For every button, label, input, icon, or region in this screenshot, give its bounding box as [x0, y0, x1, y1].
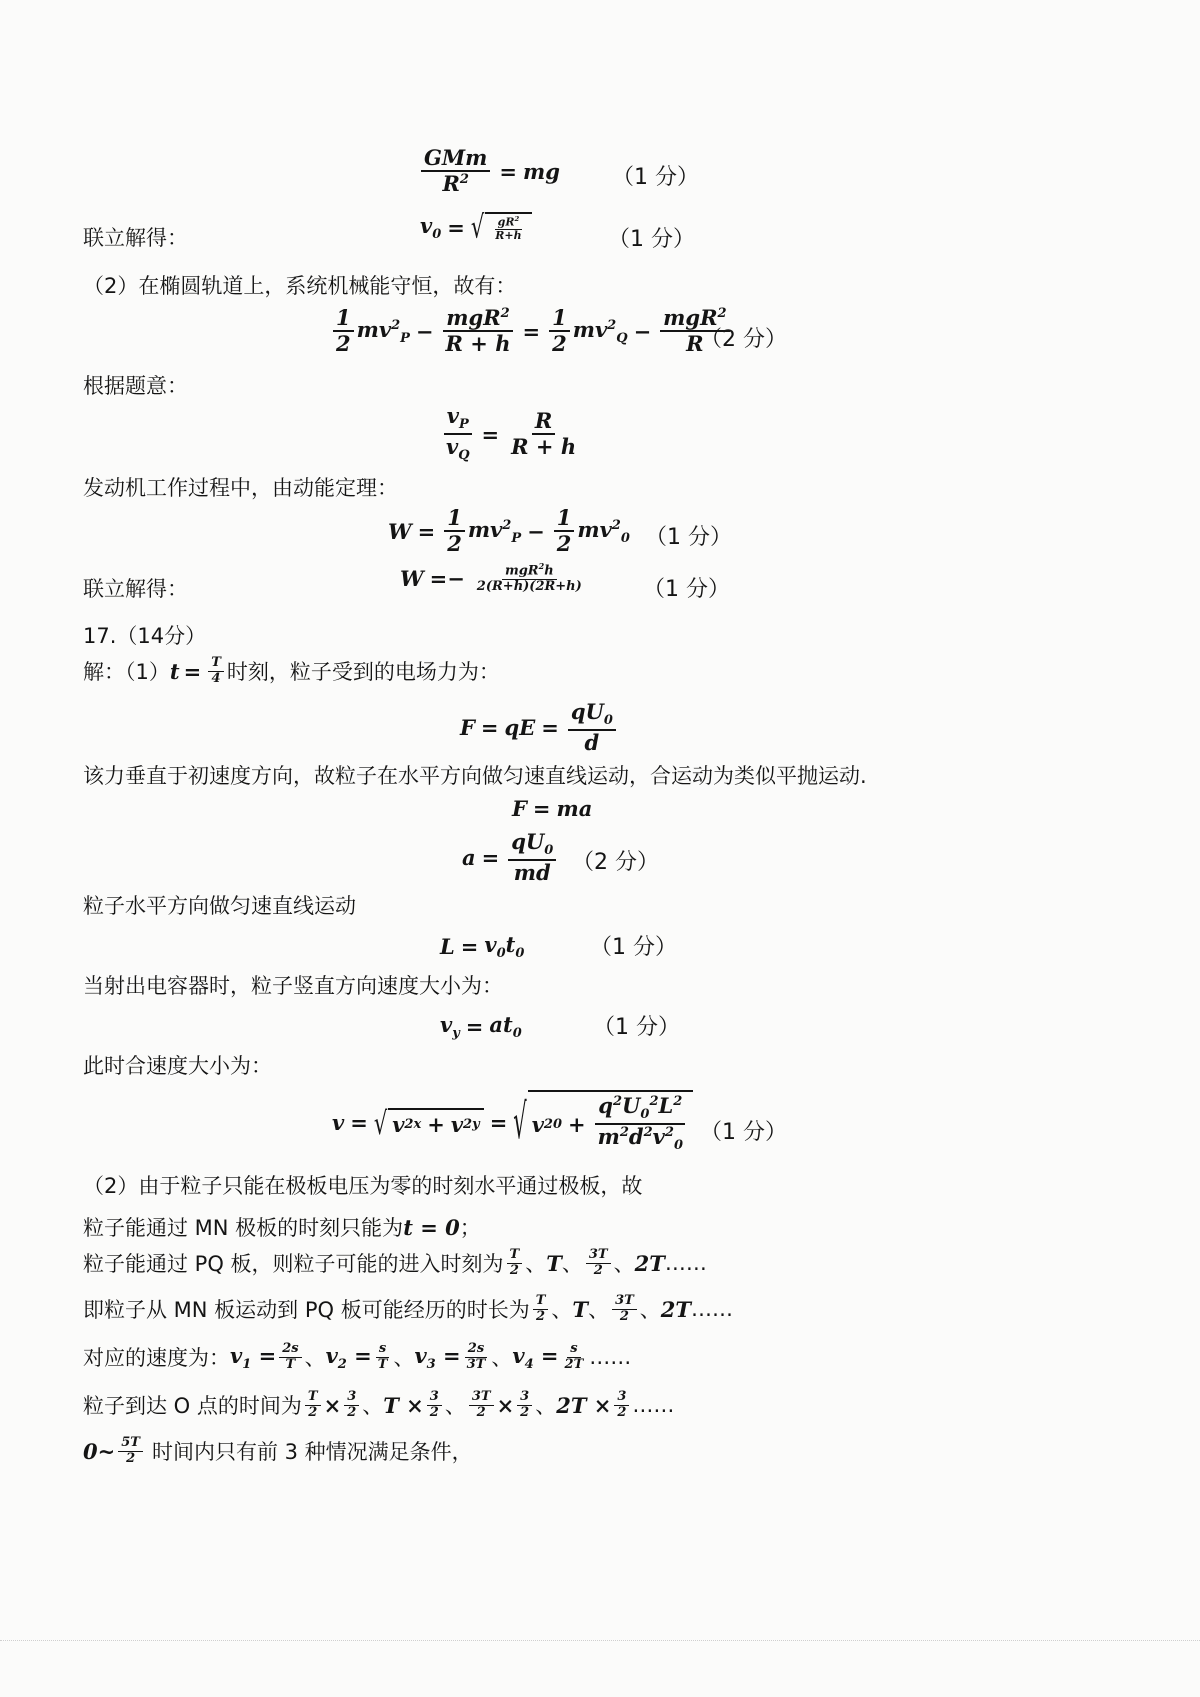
text-line: 根据题意：	[83, 374, 188, 398]
text-line: 联立解得：	[83, 577, 188, 601]
text-line: 发动机工作过程中，由动能定理：	[83, 476, 398, 500]
score-label: （1 分）	[593, 1015, 680, 1040]
equation-vertical-velocity: $v_y$ = $at_0$	[440, 1012, 522, 1042]
equation-resultant-velocity: v = √ v 2 x + v 2 y = √ v 2 0 + $\frac{q^2U_0^2L^2}{m^2d^2v^2_0}$	[332, 1090, 693, 1154]
text-line: 粒子水平方向做匀速直线运动	[83, 894, 356, 918]
equation-velocity-ratio: $\frac{v_P}{v_Q}$ = $\frac{R}{R + h}$	[440, 404, 582, 464]
equation-newton: F = ma	[512, 796, 593, 821]
score-label: （1 分）	[700, 1120, 787, 1145]
text-line: 该力垂直于初速度方向，故粒子在水平方向做匀速直线运动，合运动为类似平抛运动.	[83, 764, 867, 788]
question-number: 17.（14分）	[83, 624, 207, 648]
text-line: 解：（1） t = $\frac{T}{4}$ 时刻，粒子受到的电场力为：	[83, 655, 500, 686]
text-line: 粒子能通过 PQ 板，则粒子可能的进入时刻为 $\frac{T}{2}$ 、 T 、 $\frac{3T}{2}$ 、 2T ……	[83, 1247, 707, 1278]
text-line: 对应的速度为： $v_1$ = $\frac{2s}{T}$ 、 $v_2$ = $\frac{s}{T}$ 、 $v_3$ = $\frac{2s}{3T}$ 、 $v_4$ = $\frac{s}{2T}$ ……	[83, 1341, 632, 1373]
text-line: 联立解得：	[83, 226, 188, 250]
score-label: （1 分）	[590, 935, 677, 960]
equation-electric-force: F = qE = $\frac{qU_0}{d}$	[460, 700, 619, 755]
score-label: （2 分）	[700, 327, 787, 352]
text-line: 即粒子从 MN 板运动到 PQ 板可能经历的时长为 $\frac{T}{2}$ 、 T 、 $\frac{3T}{2}$ 、 2T ……	[83, 1293, 734, 1324]
text-line: （2）在椭圆轨道上，系统机械能守恒，故有：	[83, 274, 517, 298]
text-line: （2）由于粒子只能在极板电压为零的时刻水平通过极板，故	[83, 1174, 643, 1198]
score-label: （1 分）	[612, 165, 699, 190]
text-line: 当射出电容器时，粒子竖直方向速度大小为：	[83, 974, 503, 998]
score-label: （1 分）	[645, 525, 732, 550]
score-label: （1 分）	[608, 227, 695, 252]
text-line: 此时合速度大小为：	[83, 1054, 272, 1078]
equation-length: L = $v_0t_0$	[440, 932, 525, 962]
equation-v0: $v_0$ = √ $\frac{gR^2}{R+h}$	[420, 212, 532, 243]
equation-work-result: W =− $\frac{mgR^2h}{2(R+h)(2R+h)}$	[400, 561, 582, 595]
equation-acceleration: a = $\frac{qU_0}{md}$	[462, 830, 559, 885]
equation-energy-conservation: $\frac{1}{2}$ $mv^2_P$ − $\frac{mgR^2}{R + h}$ = $\frac{1}{2}$ $mv^2_Q$ − $\frac{mgR^2}{R}$	[330, 306, 733, 356]
equation-gravity: $\frac{\text{GMm}}{R^2}$ = mg	[418, 146, 560, 196]
text-line: 粒子能通过 MN 极板的时刻只能为 t = 0 ；	[83, 1214, 481, 1240]
text-line: 0~ $\frac{5T}{2}$ 时间内只有前 3 种情况满足条件，	[83, 1435, 473, 1466]
page-edge-divider	[0, 1640, 1200, 1641]
score-label: （2 分）	[572, 850, 659, 875]
equation-work: W = $\frac{1}{2}$ $mv^2_P$ − $\frac{1}{2}$ $mv^2_0$	[388, 505, 630, 557]
score-label: （1 分）	[643, 577, 730, 602]
text-line: 粒子到达 O 点的时间为 $\frac{T}{2}$ × $\frac{3}{2}$ 、 T × $\frac{3}{2}$ 、 $\frac{3T}{2}$ × $\frac{3}{2}$ 、 2T × $\frac{3}{2}$ ……	[83, 1389, 675, 1420]
